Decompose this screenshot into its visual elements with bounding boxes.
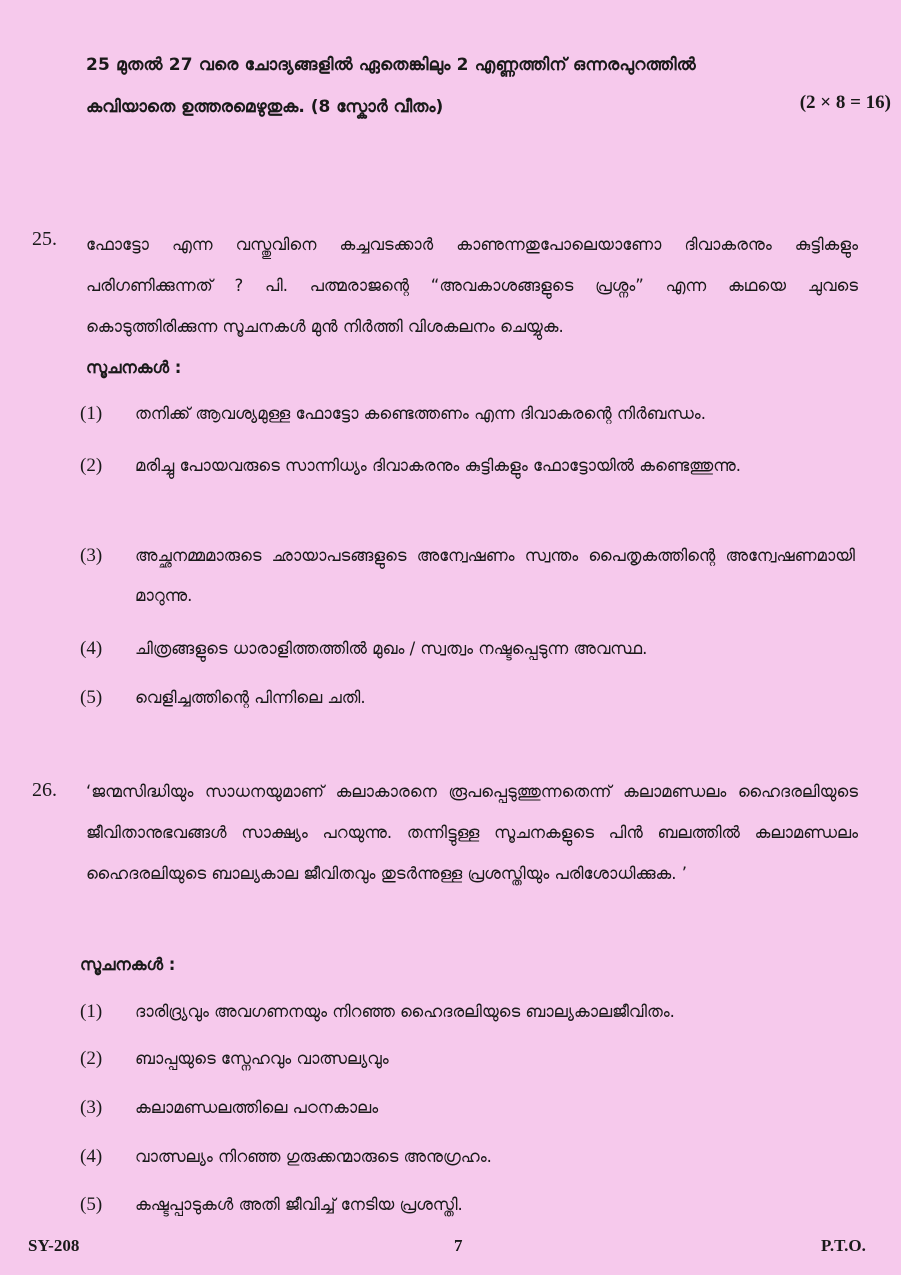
hint-text: തനിക്ക് ആവശ്യമുള്ള ഫോട്ടോ കണ്ടെത്തണം എന്ന ദിവാകരന്റെ നിർബന്ധം. — [135, 404, 706, 423]
hint-text: അച്ഛനമ്മമാരുടെ ഛായാപടങ്ങളുടെ അന്വേഷണം സ്വന്തം പൈതൃകത്തിന്റെ അന്വേഷണമായി മാറുന്നു. — [135, 546, 855, 605]
hint-number: (5) — [80, 687, 103, 708]
question-number: 25. — [32, 228, 57, 250]
hint-number: (4) — [80, 638, 103, 659]
hint-text: വെളിച്ചത്തിന്റെ പിന്നിലെ ചതി. — [135, 688, 366, 707]
hint-text: ചിത്രങ്ങളുടെ ധാരാളിത്തത്തിൽ മുഖം / സ്വത്വം നഷ്ടപ്പെടുന്ന അവസ്ഥ. — [135, 639, 648, 658]
hint-number: (3) — [80, 545, 103, 566]
question-text: ‘ജന്മസിദ്ധിയും സാധനയുമാണ് കലാകാരനെ രൂപപ്പെടുത്തുന്നതെന്ന് കലാമണ്ഡലം ഹൈദരലിയുടെ ജീവിതാനുഭവങ്ങൾ സാക്ഷ്യം പറയുന്നു. തന്നിട്ടുള്ള സൂചനകളുടെ പിൻ ബലത്തിൽ കലാമണ്ഡലം ഹൈദരലിയുടെ ബാല്യകാല ജീവിതവും തുടർന്നുള്ള പ്രശസ്തിയും പരിശോധിക്കുക. ’ — [86, 782, 858, 883]
hint-number: (1) — [80, 403, 103, 424]
hint-number: (1) — [80, 1001, 103, 1022]
instruction-line-1: 25 മുതൽ 27 വരെ ചോദ്യങ്ങളിൽ ഏതെങ്കിലും 2 എണ്ണത്തിന് ഒന്നരപുറത്തിൽ — [86, 55, 696, 75]
hint-text: കഷ്ടപ്പാടുകൾ അതി ജീവിച്ച് നേടിയ പ്രശസ്തി. — [135, 1195, 463, 1214]
question-number: 26. — [32, 779, 57, 801]
paper-code: SY-208 — [28, 1236, 80, 1255]
question-text: ഫോട്ടോ എന്ന വസ്തുവിനെ കച്ചവടക്കാർ കാണുന്നതുപോലെയാണോ ദിവാകരനും കുട്ടികളും പരിഗണിക്കുന്നത് ? പി. പത്മരാജന്റെ “അവകാശങ്ങളുടെ പ്രശ്നം” എന്ന കഥയെ ചുവടെ കൊടുത്തിരിക്കുന്ന സൂചനകൾ മുൻ നിർത്തി വിശകലനം ചെയ്യുക. — [86, 235, 858, 336]
please-turn-over: P.T.O. — [821, 1236, 866, 1255]
hint-number: (5) — [80, 1194, 103, 1215]
marks-allocation: (2 × 8 = 16) — [799, 92, 891, 113]
hint-text: ദാരിദ്ര്യവും അവഗണനയും നിറഞ്ഞ ഹൈദരലിയുടെ ബാല്യകാലജീവിതം. — [135, 1002, 675, 1021]
hint-text: കലാമണ്ഡലത്തിലെ പഠനകാലം — [135, 1098, 379, 1117]
hint-number: (4) — [80, 1146, 103, 1167]
instruction-line-2: കവിയാതെ ഉത്തരമെഴുതുക. (8 സ്കോർ വീതം) — [86, 97, 444, 117]
page-number: 7 — [454, 1236, 463, 1255]
hint-number: (2) — [80, 1048, 103, 1069]
hint-text: മരിച്ചു പോയവരുടെ സാന്നിധ്യം ദിവാകരനും കുട്ടികളും ഫോട്ടോയിൽ കണ്ടെത്തുന്നു. — [135, 456, 741, 475]
section-instruction — [86, 44, 876, 128]
hints-title: സൂചനകൾ : — [86, 358, 182, 377]
hint-number: (2) — [80, 455, 103, 476]
hints-title: സൂചനകൾ : — [80, 955, 176, 974]
hint-number: (3) — [80, 1097, 103, 1118]
hint-text: വാത്സല്യം നിറഞ്ഞ ഗുരുക്കന്മാരുടെ അനുഗ്രഹം. — [135, 1147, 492, 1166]
hint-text: ബാപ്പയുടെ സ്നേഹവും വാത്സല്യവും — [135, 1049, 389, 1068]
